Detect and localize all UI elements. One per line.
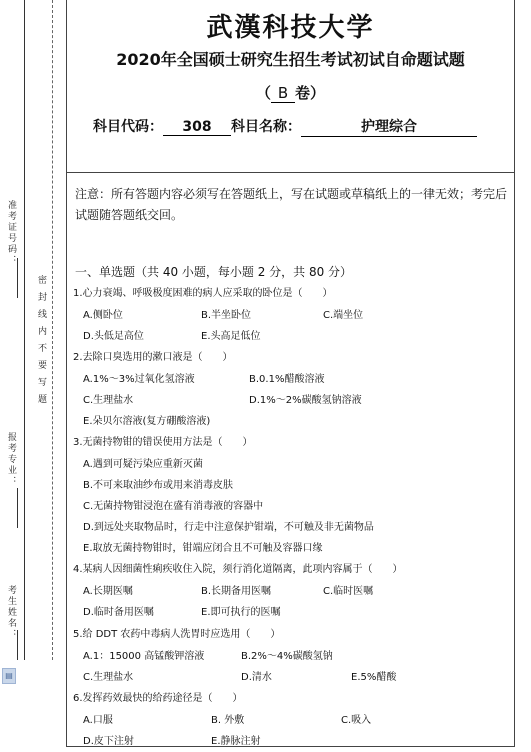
question-option: D.头低足高位	[83, 331, 144, 342]
question-option: E.朵贝尔溶液(复方硼酸溶液)	[83, 416, 211, 427]
question-option: B. 外敷	[211, 715, 245, 726]
question-option: D.临时备用医嘱	[83, 607, 154, 618]
question-option: C.生理盐水	[83, 672, 134, 683]
subject-code-value: 308	[163, 119, 231, 136]
question-option: A.遇到可疑污染应重新灭菌	[83, 459, 203, 470]
exam-id-label: 准考证号码：	[6, 200, 16, 266]
university-logo: 武漢科技大学	[206, 13, 375, 43]
question-option: A.1%～3%过氧化氢溶液	[83, 374, 195, 385]
question-stem: 4.某病人因细菌性痢疾收住入院，须行消化道隔离，此项内容属于（ ）	[73, 564, 403, 575]
question-option: A.口服	[83, 715, 113, 726]
exam-title: 2020年全国硕士研究生招生考试初试自命题试题	[116, 50, 465, 69]
question-option: E.静脉注射	[211, 736, 261, 747]
question-option: E.即可执行的医嘱	[201, 607, 281, 618]
candidate-name-blank	[17, 630, 18, 660]
major-blank	[17, 488, 18, 528]
question-option: C.生理盐水	[83, 395, 134, 406]
question-stem: 5.给 DDT 农药中毒病人洗胃时应选用（ ）	[73, 629, 281, 640]
question-stem: 3.无菌持物钳的错误使用方法是（ ）	[73, 437, 253, 448]
binding-seal-line	[52, 0, 53, 660]
question-option: B.半坐卧位	[201, 310, 252, 321]
question-option: D.清水	[241, 672, 272, 683]
question-option: C.吸入	[341, 715, 372, 726]
document-tab-icon[interactable]: ▤	[2, 668, 16, 684]
exam-id-blank	[17, 258, 18, 298]
question-stem: 2.去除口臭选用的漱口液是（ ）	[73, 352, 233, 363]
paper-type	[67, 82, 514, 103]
question-option: B.长期备用医嘱	[201, 586, 272, 597]
question-option: C.无菌持物钳浸泡在盛有消毒液的容器中	[83, 501, 264, 512]
question-option: C.端坐位	[323, 310, 364, 321]
question-option: E.头高足低位	[201, 331, 261, 342]
question-option: D.皮下注射	[83, 736, 134, 747]
question-stem: 1.心力衰竭、呼吸极度困难的病人应采取的卧位是（ ）	[73, 288, 333, 299]
question-option: C.临时医嘱	[323, 586, 374, 597]
question-option: D.到远处夹取物品时，行走中注意保护钳端，不可触及非无菌物品	[83, 522, 374, 533]
subject-code-label: 科目代码：	[93, 119, 163, 135]
exam-sheet	[66, 0, 515, 747]
question-option: A.1：15000 高锰酸钾溶液	[83, 651, 205, 662]
question-stem: 6.发挥药效最快的给药途径是（ ）	[73, 693, 243, 704]
question-option: B.2%～4%碳酸氢钠	[241, 651, 333, 662]
candidate-name-label: 考生姓名：	[6, 585, 16, 640]
exam-notice: 注意：所有答题内容必须写在答题纸上，写在试题或草稿纸上的一律无效；考完后试题随答题纸交回。	[75, 187, 508, 222]
question-option: E.取放无菌持物钳时，钳端应闭合且不可触及容器口缘	[83, 543, 323, 554]
question-option: A.长期医嘱	[83, 586, 133, 597]
paper-prefix: （	[255, 84, 271, 102]
header-divider	[67, 172, 514, 173]
question-option: B.不可来取油纱布或用来消毒皮肤	[83, 480, 234, 491]
question-option: D.1%～2%碳酸氢钠溶液	[249, 395, 362, 406]
paper-type-value: B	[271, 84, 295, 103]
section-title: 一、单选题（共 40 小题，每小题 2 分，共 80 分）	[75, 265, 353, 279]
binding-line-outer	[24, 0, 25, 660]
question-option: A.侧卧位	[83, 310, 123, 321]
paper-suffix: 卷）	[295, 84, 326, 102]
question-option: E.5%醋酸	[351, 672, 397, 683]
subject-line	[93, 116, 477, 137]
subject-name-label: 科目名称：	[231, 119, 301, 135]
seal-warning: 密封线内不要写题	[36, 275, 46, 411]
question-option: B.0.1%醋酸溶液	[249, 374, 325, 385]
major-label: 报考专业：	[6, 432, 16, 487]
subject-name-value: 护理综合	[301, 116, 477, 137]
